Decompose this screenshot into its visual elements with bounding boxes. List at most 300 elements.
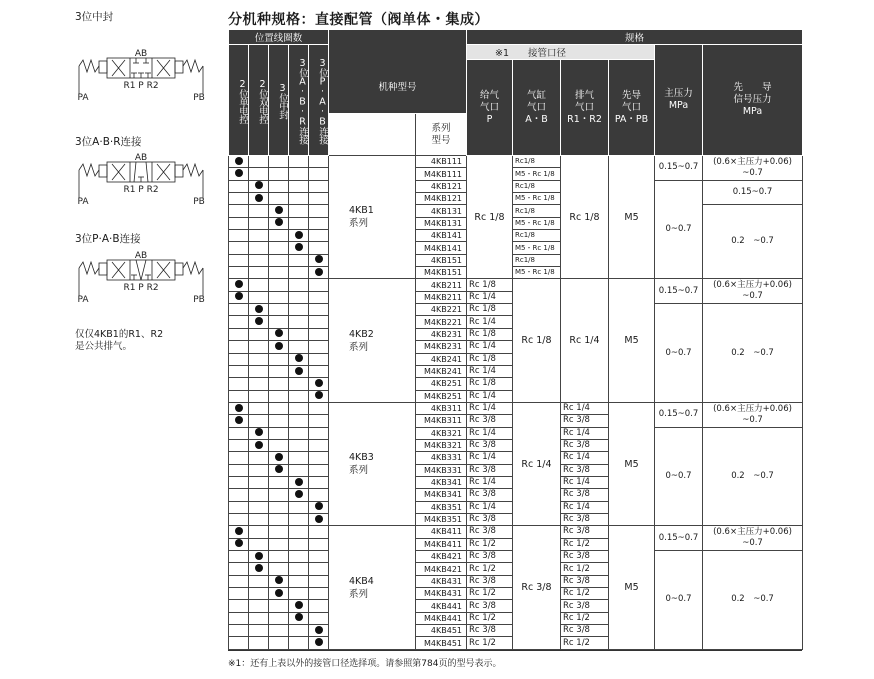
main-pressure-other: 0~0.7 — [655, 551, 703, 650]
valve-symbol-closed-center — [75, 50, 207, 102]
position-dot — [295, 490, 303, 498]
position-empty-cell — [229, 513, 249, 525]
position-empty-cell — [269, 365, 289, 377]
position-dot — [315, 515, 323, 523]
position-empty-cell — [269, 600, 289, 612]
model-cell: 4KB151 — [416, 254, 467, 266]
supply-port-cell: Rc 1/8 — [467, 279, 513, 291]
valve-symbol-abr-connection — [75, 154, 207, 206]
position-empty-cell — [249, 168, 269, 180]
position-empty-cell — [309, 279, 329, 291]
model-cell: 4KB251 — [416, 378, 467, 390]
position-empty-cell — [289, 402, 309, 414]
cylinder-port-header: 气缸 气口 A・B — [513, 60, 561, 156]
position-dot-cell — [269, 341, 289, 353]
series-label: 4KB3 — [349, 452, 374, 464]
position-dot — [235, 539, 243, 547]
position-empty-cell — [249, 452, 269, 464]
exhaust-port-cell: Rc 3/8 — [561, 415, 609, 427]
position-dot — [315, 391, 323, 399]
port-label-pb: PB — [193, 93, 205, 103]
position-empty-cell — [229, 476, 249, 488]
pilot-port-cell: M5 — [609, 402, 655, 525]
position-empty-cell — [229, 353, 249, 365]
series-cell — [329, 402, 416, 525]
port-label-pa: PA — [77, 197, 89, 207]
table-row — [229, 402, 803, 414]
position-empty-cell — [249, 156, 269, 168]
cylinder-port-cell: M5・Rc 1/8 — [513, 217, 561, 229]
port-size-header: ※1 接管口径 — [467, 45, 655, 60]
supply-port-cell: Rc 3/8 — [467, 625, 513, 637]
supply-port-cell: Rc 1/4 — [467, 476, 513, 488]
port-label-ab: AB — [134, 153, 148, 163]
position-dot — [255, 305, 263, 313]
valve-symbol-svg — [75, 154, 207, 206]
cylinder-port-cell: M5・Rc 1/8 — [513, 168, 561, 180]
position-empty-cell — [269, 526, 289, 538]
position-empty-cell — [249, 279, 269, 291]
exhaust-port-cell: Rc 3/8 — [561, 526, 609, 538]
position-empty-cell — [229, 452, 249, 464]
position-empty-cell — [229, 439, 249, 451]
position-empty-cell — [249, 353, 269, 365]
supply-port-cell: Rc 3/8 — [467, 489, 513, 501]
position-empty-cell — [269, 242, 289, 254]
position-dot — [255, 441, 263, 449]
position-dot-cell — [269, 328, 289, 340]
position-empty-cell — [229, 390, 249, 402]
cylinder-port-cell: Rc1/8 — [513, 156, 561, 168]
position-dot-cell — [249, 316, 269, 328]
position-empty-cell — [249, 341, 269, 353]
model-cell: M4KB241 — [416, 365, 467, 377]
position-dot-cell — [289, 353, 309, 365]
position-empty-cell — [249, 254, 269, 266]
exhaust-port-cell: Rc 1/4 — [561, 501, 609, 513]
position-dot — [295, 354, 303, 362]
position-empty-cell — [229, 328, 249, 340]
supply-port-cell: Rc 1/4 — [467, 341, 513, 353]
position-dot-cell — [229, 415, 249, 427]
position-dot — [295, 601, 303, 609]
series-model-header: 系列 型号 — [416, 114, 467, 156]
position-empty-cell — [229, 378, 249, 390]
pilot-port-cell: M5 — [609, 156, 655, 279]
position-empty-cell — [289, 193, 309, 205]
model-cell: M4KB141 — [416, 242, 467, 254]
position-empty-cell — [269, 316, 289, 328]
position-dot-cell — [249, 304, 269, 316]
position-empty-cell — [229, 316, 249, 328]
position-empty-cell — [289, 439, 309, 451]
pilot-pressure-other: 0.2 ~0.7 — [703, 205, 803, 279]
position-empty-cell — [309, 205, 329, 217]
position-empty-cell — [249, 637, 269, 649]
pilot-pressure-2pos: (0.6×主压力+0.06) ~0.7 — [703, 156, 803, 181]
position-empty-cell — [249, 267, 269, 279]
supply-port-cell: Rc 3/8 — [467, 526, 513, 538]
exhaust-port-cell: Rc 3/8 — [561, 489, 609, 501]
main-pressure-other: 0~0.7 — [655, 427, 703, 526]
exhaust-note-line-2: 是公共排气。 — [75, 341, 133, 352]
model-cell: M4KB121 — [416, 193, 467, 205]
position-dot-cell — [249, 551, 269, 563]
spec-header: 规格 — [467, 30, 803, 45]
position-empty-cell — [269, 612, 289, 624]
model-cell: 4KB411 — [416, 526, 467, 538]
position-empty-cell — [269, 538, 289, 550]
supply-port-cell: Rc 1/8 — [467, 378, 513, 390]
series-label: 系列 — [349, 218, 369, 230]
pilot-port-cell: M5 — [609, 279, 655, 402]
position-dot-cell — [269, 452, 289, 464]
position-dot-cell — [229, 538, 249, 550]
valve-symbol-svg — [75, 252, 207, 304]
spec-table — [228, 29, 803, 650]
position-empty-cell — [249, 538, 269, 550]
position-empty-cell — [309, 316, 329, 328]
position-empty-cell — [309, 427, 329, 439]
position-empty-cell — [249, 230, 269, 242]
position-empty-cell — [289, 464, 309, 476]
valve-symbol-svg — [75, 50, 207, 102]
position-empty-cell — [289, 551, 309, 563]
footnote: ※1：还有上表以外的接管口径选择项。请参照第784页的型号表示。 — [228, 659, 502, 669]
position-dot — [255, 181, 263, 189]
model-cell: M4KB421 — [416, 563, 467, 575]
table-row — [229, 180, 803, 192]
position-empty-cell — [249, 390, 269, 402]
position-empty-cell — [229, 205, 249, 217]
model-cell: 4KB351 — [416, 501, 467, 513]
position-empty-cell — [289, 588, 309, 600]
position-empty-cell — [249, 328, 269, 340]
series-label: 4KB4 — [349, 575, 374, 587]
position-dot-cell — [289, 489, 309, 501]
position-empty-cell — [229, 489, 249, 501]
position-empty-cell — [269, 489, 289, 501]
model-cell: M4KB451 — [416, 637, 467, 649]
cylinder-port-cell: Rc1/8 — [513, 205, 561, 217]
model-cell: M4KB311 — [416, 415, 467, 427]
position-empty-cell — [229, 612, 249, 624]
position-empty-cell — [229, 254, 249, 266]
position-empty-cell — [229, 588, 249, 600]
table-row — [229, 205, 803, 217]
exhaust-port-cell: Rc 1/4 — [561, 452, 609, 464]
position-dot — [275, 329, 283, 337]
position-empty-cell — [269, 267, 289, 279]
position-empty-cell — [309, 588, 329, 600]
model-cell: 4KB241 — [416, 353, 467, 365]
exhaust-port-cell: Rc 3/8 — [561, 575, 609, 587]
supply-port-cell: Rc 1/4 — [467, 501, 513, 513]
supply-port-cell: Rc 3/8 — [467, 439, 513, 451]
position-empty-cell — [229, 304, 249, 316]
position-dot — [255, 564, 263, 572]
main-pressure-header: 主压力 MPa — [655, 45, 703, 156]
position-empty-cell — [309, 180, 329, 192]
position-empty-cell — [249, 217, 269, 229]
position-dot — [275, 342, 283, 350]
supply-port-cell: Rc 3/8 — [467, 600, 513, 612]
position-dot — [235, 280, 243, 288]
position-empty-cell — [309, 526, 329, 538]
supply-port-cell: Rc 1/8 — [467, 304, 513, 316]
position-empty-cell — [289, 279, 309, 291]
position-empty-cell — [229, 365, 249, 377]
supply-port-cell: Rc 1/8 — [467, 156, 513, 279]
position-empty-cell — [269, 625, 289, 637]
position-empty-cell — [309, 304, 329, 316]
position-dot — [255, 552, 263, 560]
model-cell: 4KB341 — [416, 476, 467, 488]
position-empty-cell — [289, 254, 309, 266]
position-empty-cell — [249, 501, 269, 513]
position-empty-cell — [269, 439, 289, 451]
series-label: 4KB2 — [349, 328, 374, 340]
position-empty-cell — [269, 563, 289, 575]
exhaust-port-cell: Rc 1/4 — [561, 279, 609, 402]
port-label-ab: AB — [134, 251, 148, 261]
model-cell: M4KB431 — [416, 588, 467, 600]
exhaust-port-cell: Rc 3/8 — [561, 439, 609, 451]
position-dot-cell — [289, 230, 309, 242]
pilot-pressure-2pos: (0.6×主压力+0.06) ~0.7 — [703, 279, 803, 304]
position-empty-cell — [289, 328, 309, 340]
position-dot-cell — [229, 291, 249, 303]
pilot-port-header: 先导 气口 PA・PB — [609, 60, 655, 156]
supply-port-cell: Rc 1/2 — [467, 538, 513, 550]
model-cell: M4KB341 — [416, 489, 467, 501]
cylinder-port-cell: M5・Rc 1/8 — [513, 193, 561, 205]
position-empty-cell — [229, 267, 249, 279]
position-empty-cell — [229, 230, 249, 242]
position-dot — [235, 169, 243, 177]
position-empty-cell — [309, 489, 329, 501]
position-empty-cell — [309, 193, 329, 205]
position-empty-cell — [269, 513, 289, 525]
model-cell: M4KB411 — [416, 538, 467, 550]
position-dot — [255, 317, 263, 325]
exhaust-port-cell: Rc 3/8 — [561, 600, 609, 612]
position-empty-cell — [289, 427, 309, 439]
series-cell — [329, 526, 416, 649]
supply-port-cell: Rc 1/8 — [467, 353, 513, 365]
model-cell: 4KB431 — [416, 575, 467, 587]
position-dot-cell — [309, 625, 329, 637]
position-dot-cell — [229, 526, 249, 538]
pilot-pressure-other: 0.2 ~0.7 — [703, 427, 803, 526]
position-empty-cell — [269, 156, 289, 168]
position-dot-cell — [309, 501, 329, 513]
position-empty-cell — [309, 600, 329, 612]
position-empty-cell — [309, 551, 329, 563]
position-dot-cell — [289, 365, 309, 377]
position-dot-cell — [269, 588, 289, 600]
diagram-title-pab-connection: 3位P·A·B连接 — [75, 233, 141, 245]
position-empty-cell — [249, 205, 269, 217]
position-dot-cell — [229, 279, 249, 291]
position-empty-cell — [289, 316, 309, 328]
position-empty-cell — [249, 612, 269, 624]
exhaust-note-line-1: 仅仅4KB1的R1、R2 — [75, 329, 164, 340]
port-label-pa: PA — [77, 295, 89, 305]
supply-port-cell: Rc 3/8 — [467, 575, 513, 587]
supply-port-cell: Rc 1/4 — [467, 452, 513, 464]
diagram-title-closed-center: 3位中封 — [75, 11, 114, 23]
model-cell: 4KB441 — [416, 600, 467, 612]
position-dot — [275, 453, 283, 461]
series-label: 4KB1 — [349, 205, 374, 217]
position-empty-cell — [289, 575, 309, 587]
exhaust-port-cell: Rc 3/8 — [561, 464, 609, 476]
main-pressure-other: 0~0.7 — [655, 304, 703, 403]
position-empty-cell — [229, 193, 249, 205]
position-dot-cell — [289, 476, 309, 488]
supply-port-cell: Rc 1/8 — [467, 328, 513, 340]
position-empty-cell — [289, 217, 309, 229]
port-label-rpr: R1 P R2 — [123, 81, 159, 91]
position-dot — [275, 206, 283, 214]
position-empty-cell — [229, 551, 249, 563]
position-dot-cell — [269, 575, 289, 587]
exhaust-port-cell: Rc 1/2 — [561, 637, 609, 649]
position-dot — [315, 638, 323, 646]
col-2pos-double: 2位双电控 — [249, 45, 269, 156]
position-empty-cell — [249, 291, 269, 303]
position-dot — [295, 243, 303, 251]
position-empty-cell — [289, 378, 309, 390]
exhaust-port-cell: Rc 3/8 — [561, 625, 609, 637]
position-empty-cell — [269, 501, 289, 513]
position-empty-cell — [309, 538, 329, 550]
col-3pos-abr: 3位A·B·R连接 — [289, 45, 309, 156]
model-cell: 4KB221 — [416, 304, 467, 316]
pilot-port-cell: M5 — [609, 526, 655, 649]
series-label: 系列 — [349, 341, 369, 353]
position-dot — [295, 478, 303, 486]
supply-port-cell: Rc 1/4 — [467, 390, 513, 402]
position-dot-cell — [269, 464, 289, 476]
position-empty-cell — [309, 563, 329, 575]
port-label-rpr: R1 P R2 — [123, 185, 159, 195]
exhaust-port-cell: Rc 3/8 — [561, 513, 609, 525]
exhaust-note — [75, 329, 163, 353]
position-empty-cell — [309, 476, 329, 488]
position-dot — [235, 157, 243, 165]
position-empty-cell — [309, 291, 329, 303]
position-empty-cell — [289, 415, 309, 427]
position-empty-cell — [229, 341, 249, 353]
position-dot — [315, 268, 323, 276]
position-empty-cell — [249, 625, 269, 637]
position-empty-cell — [229, 501, 249, 513]
exhaust-port-header: 排气 气口 R1・R2 — [561, 60, 609, 156]
position-dot-cell — [269, 217, 289, 229]
page-title: 分机种规格：直接配管（阀单体・集成） — [228, 12, 489, 28]
position-empty-cell — [309, 341, 329, 353]
model-cell: 4KB451 — [416, 625, 467, 637]
model-cell: 4KB121 — [416, 180, 467, 192]
position-empty-cell — [289, 452, 309, 464]
model-cell: M4KB211 — [416, 291, 467, 303]
model-cell: M4KB251 — [416, 390, 467, 402]
position-dot — [255, 194, 263, 202]
position-dot-cell — [309, 390, 329, 402]
position-empty-cell — [269, 168, 289, 180]
table-row — [229, 279, 803, 291]
position-dot — [275, 465, 283, 473]
position-dot-cell — [269, 205, 289, 217]
position-empty-cell — [289, 501, 309, 513]
model-cell: M4KB321 — [416, 439, 467, 451]
supply-port-cell: Rc 1/4 — [467, 427, 513, 439]
position-empty-cell — [269, 193, 289, 205]
model-cell: M4KB131 — [416, 217, 467, 229]
exhaust-port-cell: Rc 1/8 — [561, 156, 609, 279]
main-pressure-2pos-single: 0.15~0.7 — [655, 402, 703, 427]
port-label-rpr: R1 P R2 — [123, 283, 159, 293]
port-label-ab: AB — [134, 49, 148, 59]
position-dot-cell — [289, 600, 309, 612]
col-2pos-single: 2位单电控 — [229, 45, 249, 156]
position-empty-cell — [309, 230, 329, 242]
position-empty-cell — [269, 353, 289, 365]
supply-port-cell: Rc 1/4 — [467, 365, 513, 377]
position-dot — [235, 292, 243, 300]
position-empty-cell — [249, 526, 269, 538]
model-cell: M4KB231 — [416, 341, 467, 353]
model-type-header: 机种型号 — [329, 60, 467, 114]
position-empty-cell — [309, 156, 329, 168]
exhaust-port-cell: Rc 1/2 — [561, 538, 609, 550]
position-dot-cell — [289, 242, 309, 254]
position-empty-cell — [269, 180, 289, 192]
supply-port-cell: Rc 1/2 — [467, 637, 513, 649]
position-empty-cell — [249, 575, 269, 587]
position-empty-cell — [249, 242, 269, 254]
position-empty-cell — [249, 600, 269, 612]
position-empty-cell — [229, 217, 249, 229]
supply-port-cell: Rc 3/8 — [467, 551, 513, 563]
position-empty-cell — [269, 415, 289, 427]
position-empty-cell — [229, 563, 249, 575]
position-empty-cell — [289, 304, 309, 316]
position-empty-cell — [309, 415, 329, 427]
position-dot-cell — [249, 427, 269, 439]
supply-port-cell: Rc 1/2 — [467, 612, 513, 624]
position-dot-cell — [249, 193, 269, 205]
position-empty-cell — [249, 415, 269, 427]
position-dot-cell — [289, 612, 309, 624]
position-empty-cell — [229, 180, 249, 192]
position-empty-cell — [309, 439, 329, 451]
pilot-pressure-other: 0.2 ~0.7 — [703, 304, 803, 403]
position-empty-cell — [229, 575, 249, 587]
position-empty-cell — [289, 538, 309, 550]
supply-port-cell: Rc 3/8 — [467, 513, 513, 525]
position-dot-cell — [309, 267, 329, 279]
position-empty-cell — [229, 637, 249, 649]
position-dot — [315, 626, 323, 634]
position-empty-cell — [229, 600, 249, 612]
position-empty-cell — [289, 563, 309, 575]
cylinder-port-cell: Rc 1/8 — [513, 279, 561, 402]
position-empty-cell — [309, 353, 329, 365]
supply-port-cell: Rc 1/2 — [467, 563, 513, 575]
